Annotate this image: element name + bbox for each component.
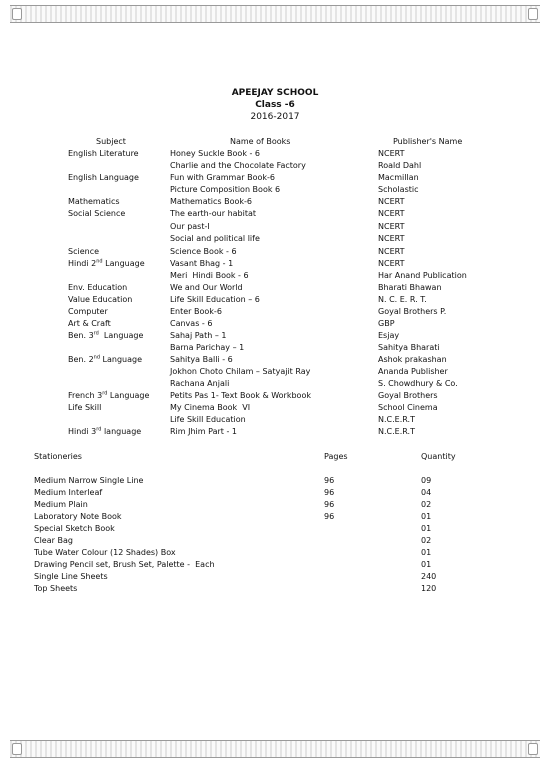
school-name: APEEJAY SCHOOL [231,88,319,98]
subject-text-suffix: Language [102,258,145,268]
publisher-cell: N.C.E.R.T [378,426,415,436]
book-cell: Sahaj Path – 1 [170,330,227,340]
book-cell: Enter Book-6 [170,306,222,316]
publisher-cell: NCERT [378,246,405,256]
column-header-pages: Pages [324,452,348,461]
quantity-cell: 04 [421,488,432,497]
table-row [0,426,550,438]
subject-cell [68,306,108,317]
subject-ordinal-suffix: nd [93,353,100,360]
book-cell: Picture Composition Book 6 [170,185,281,194]
book-cell: Jokhon Choto Chilam – Satyajit Ray [170,366,311,376]
table-row [0,354,550,366]
table-row [0,547,550,559]
item-cell: Medium Plain [34,500,88,509]
decorative-border-bottom [10,740,540,758]
item-cell: Tube Water Colour (12 Shades) Box [34,548,176,557]
subject-text: English Literature [68,149,139,158]
table-row [0,583,550,595]
quantity-cell: 01 [421,560,432,569]
subject-cell [68,426,141,437]
subject-text-suffix: Language [107,390,150,400]
book-cell: Fun with Grammar Book-6 [170,173,275,182]
quantity-cell: 240 [421,572,437,581]
book-cell: Meri Hindi Book - 6 [170,270,249,280]
publisher-cell: N.C.E.R.T [378,414,415,424]
publisher-cell: Ashok prakashan [378,354,447,364]
document-header [0,87,550,123]
pages-cell: 96 [324,500,335,509]
publisher-cell: School Cinema [378,402,438,412]
pages-cell: 96 [324,488,335,497]
publisher-cell: NCERT [378,209,405,218]
subject-text: Env. Education [68,282,128,292]
book-cell: Mathematics Book-6 [170,197,252,206]
book-cell: Our past-I [170,221,210,231]
item-cell: Medium Interleaf [34,488,103,497]
publisher-cell: NCERT [378,197,405,206]
class-title: Class -6 [255,100,295,110]
table-row [0,414,550,426]
table-row [0,475,550,487]
table-row [0,390,550,402]
subject-text-suffix: Language [100,354,143,364]
item-cell: Top Sheets [34,584,78,593]
subject-cell [68,172,139,183]
subject-cell [68,148,139,159]
table-row [0,559,550,571]
table-row [0,196,550,208]
subject-ordinal-suffix: rd [93,329,99,336]
column-header-item: Stationeries [34,452,82,461]
table-row [0,535,550,547]
item-cell: Special Sketch Book [34,524,115,533]
stationeries-header [0,451,550,463]
item-cell: Medium Narrow Single Line [34,476,144,485]
publisher-cell: Bharati Bhawan [378,282,442,292]
pages-cell: 96 [324,512,335,521]
table-row [0,306,550,318]
book-cell: The earth-our habitat [170,209,257,218]
column-header-book: Name of Books [230,137,291,146]
stationeries-table [0,475,550,595]
table-row [0,282,550,294]
book-cell: Petits Pas 1- Text Book & Workbook [170,390,311,400]
publisher-cell: Esjay [378,330,400,340]
item-cell: Clear Bag [34,536,73,545]
publisher-cell: Macmillan [378,173,419,182]
column-header-quantity: Quantity [421,452,456,461]
publisher-cell: Sahitya Bharati [378,342,440,352]
table-row [0,294,550,306]
book-cell: Sahitya Balli - 6 [170,354,233,364]
table-row [0,258,550,270]
book-cell: Social and political life [170,234,260,243]
table-row [0,499,550,511]
academic-year: 2016-2017 [250,112,300,122]
item-cell: Laboratory Note Book [34,512,122,521]
publisher-cell: N. C. E. R. T. [378,294,427,304]
books-table [0,136,550,438]
subject-text-suffix: Language [98,330,144,340]
publisher-cell: Goyal Brothers P. [378,306,447,316]
subject-text: Life Skill [68,402,102,412]
item-cell: Single Line Sheets [34,572,108,581]
table-row [0,330,550,342]
book-cell: Rachana Anjali [170,378,230,388]
subject-text: Ben. 3 [68,330,94,340]
subject-cell [68,330,143,341]
publisher-cell: NCERT [378,221,405,231]
subject-text: English Language [68,173,139,182]
subject-text: Hindi 3 [68,426,97,436]
book-cell: Honey Suckle Book - 6 [170,149,261,158]
item-cell: Drawing Pencil set, Brush Set, Palette - Each [34,560,215,569]
table-row [0,366,550,378]
subject-cell [68,354,142,365]
subject-cell [68,208,125,219]
subject-cell [68,402,101,413]
book-cell: Vasant Bhag - 1 [170,258,234,268]
books-table-header [0,136,550,148]
subject-cell [68,282,127,293]
subject-cell [68,294,132,305]
subject-text: Art & Craft [68,318,111,328]
table-row [0,487,550,499]
quantity-cell: 01 [421,524,432,533]
table-row [0,378,550,390]
publisher-cell: Goyal Brothers [378,390,438,400]
table-row [0,523,550,535]
publisher-cell: Har Anand Publication [378,270,467,280]
quantity-cell: 09 [421,476,432,485]
publisher-cell: S. Chowdhury & Co. [378,378,458,388]
table-row [0,184,550,196]
table-row [0,160,550,172]
table-row [0,246,550,258]
subject-ordinal-suffix: rd [102,389,108,396]
book-cell: Rim Jhim Part - 1 [170,426,237,436]
quantity-cell: 01 [421,548,432,557]
subject-cell [68,390,149,401]
subject-cell [68,318,111,329]
table-row [0,172,550,184]
pages-cell: 96 [324,476,335,485]
quantity-cell: 01 [421,512,432,521]
column-header-subject: Subject [96,137,126,146]
publisher-cell: Ananda Publisher [378,366,448,376]
book-cell: Life Skill Education – 6 [170,294,260,304]
subject-ordinal-suffix: rd [96,425,102,432]
book-cell: Barna Parichay – 1 [170,342,245,352]
table-row [0,221,550,234]
subject-text: Computer [68,306,108,316]
publisher-cell: NCERT [378,234,405,243]
table-row [0,511,550,523]
subject-cell [68,258,145,269]
table-row [0,208,550,221]
publisher-cell: Scholastic [378,185,419,194]
quantity-cell: 120 [421,584,437,593]
book-cell: Science Book - 6 [170,246,237,256]
table-row [0,571,550,583]
subject-text: French 3 [68,390,103,400]
table-row [0,342,550,354]
column-header-publisher: Publisher's Name [393,137,463,146]
publisher-cell: GBP [378,318,395,328]
quantity-cell: 02 [421,500,432,509]
book-cell: Charlie and the Chocolate Factory [170,161,306,170]
subject-text: Hindi 2 [68,258,97,268]
subject-text: Science [68,246,100,256]
table-row [0,270,550,282]
subject-cell [68,196,120,207]
table-row [0,233,550,246]
subject-text: Social Science [68,209,126,218]
book-cell: Canvas - 6 [170,318,213,328]
subject-text: Mathematics [68,197,120,206]
table-row [0,318,550,330]
quantity-cell: 02 [421,536,432,545]
table-row [0,402,550,414]
subject-text-suffix: language [101,426,142,436]
publisher-cell: NCERT [378,258,405,268]
book-cell: My Cinema Book VI [170,402,251,412]
publisher-cell: NCERT [378,149,405,158]
table-row [0,148,550,160]
subject-cell [68,246,99,257]
book-cell: We and Our World [170,282,243,292]
subject-ordinal-suffix: nd [96,257,103,264]
decorative-border-top [10,5,540,23]
publisher-cell: Roald Dahl [378,161,422,170]
book-cell: Life Skill Education [170,414,246,424]
subject-text: Value Education [68,294,133,304]
subject-text: Ben. 2 [68,354,94,364]
